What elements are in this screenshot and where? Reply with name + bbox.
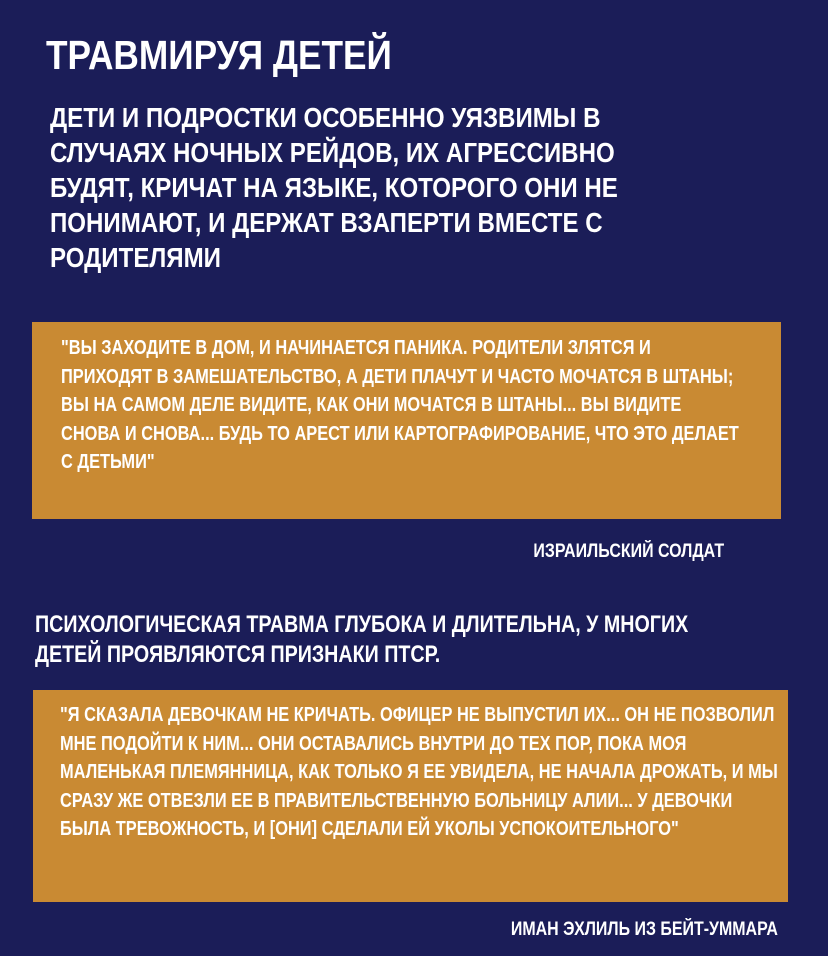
intro-text: ДЕТИ И ПОДРОСТКИ ОСОБЕННО УЯЗВИМЫ В СЛУЧАЯХ НОЧНЫХ РЕЙДОВ, ИХ АГРЕССИВНО БУДЯТ, КРИЧАТ НА ЯЗЫКЕ, КОТОРОГО ОНИ НЕ ПОНИМАЮТ, И ДЕРЖАТ ВЗАПЕРТИ ВМЕСТЕ С РОДИТЕЛЯМИ <box>50 102 618 273</box>
trauma-section-text: ПСИХОЛОГИЧЕСКАЯ ТРАВМА ГЛУБОКА И ДЛИТЕЛЬНА, У МНОГИХ ДЕТЕЙ ПРОЯВЛЯЮТСЯ ПРИЗНАКИ ПТСР. <box>35 611 689 668</box>
witness-quote-attribution: ИМАН ЭХЛИЛЬ ИЗ БЕЙТ-УММАРА <box>510 919 778 940</box>
soldier-quote-attribution: ИЗРАИЛЬСКИЙ СОЛДАТ <box>533 541 724 562</box>
witness-quote-box <box>33 690 788 902</box>
soldier-quote-box <box>32 322 781 519</box>
page-title: ТРАВМИРУЯ ДЕТЕЙ <box>46 32 392 78</box>
soldier-quote-text: "ВЫ ЗАХОДИТЕ В ДОМ, И НАЧИНАЕТСЯ ПАНИКА. РОДИТЕЛИ ЗЛЯТСЯ И ПРИХОДЯТ В ЗАМЕШАТЕЛЬСТВО, А ДЕТИ ПЛАЧУТ И ЧАСТО МОЧАТСЯ В ШТАНЫ; ВЫ НА САМОМ ДЕЛЕ ВИДИТЕ, КАК ОНИ МОЧАТСЯ В ШТАНЫ... ВЫ ВИДИТЕ СНОВА И СНОВА... БУДЬ ТО АРЕСТ ИЛИ КАРТОГРАФИРОВАНИЕ, ЧТО ЭТО ДЕЛАЕТ С ДЕТЬМИ" <box>61 337 739 473</box>
witness-quote-text: "Я СКАЗАЛА ДЕВОЧКАМ НЕ КРИЧАТЬ. ОФИЦЕР НЕ ВЫПУСТИЛ ИХ... ОН НЕ ПОЗВОЛИЛ МНЕ ПОДОЙТИ К НИМ... ОНИ ОСТАВАЛИСЬ ВНУТРИ ДО ТЕХ ПОР, ПОКА МОЯ МАЛЕНЬКАЯ ПЛЕМЯННИЦА, КАК ТОЛЬКО Я ЕЕ УВИДЕЛА, НЕ НАЧАЛА ДРОЖАТЬ, И МЫ СРАЗУ ЖЕ ОТВЕЗЛИ ЕЕ В ПРАВИТЕЛЬСТВЕННУЮ БОЛЬНИЦУ АЛИИ... У ДЕВОЧКИ БЫЛА ТРЕВОЖНОСТЬ, И [ОНИ] СДЕЛАЛИ ЕЙ УКОЛЫ УСПОКОИТЕЛЬНОГО" <box>60 704 778 840</box>
